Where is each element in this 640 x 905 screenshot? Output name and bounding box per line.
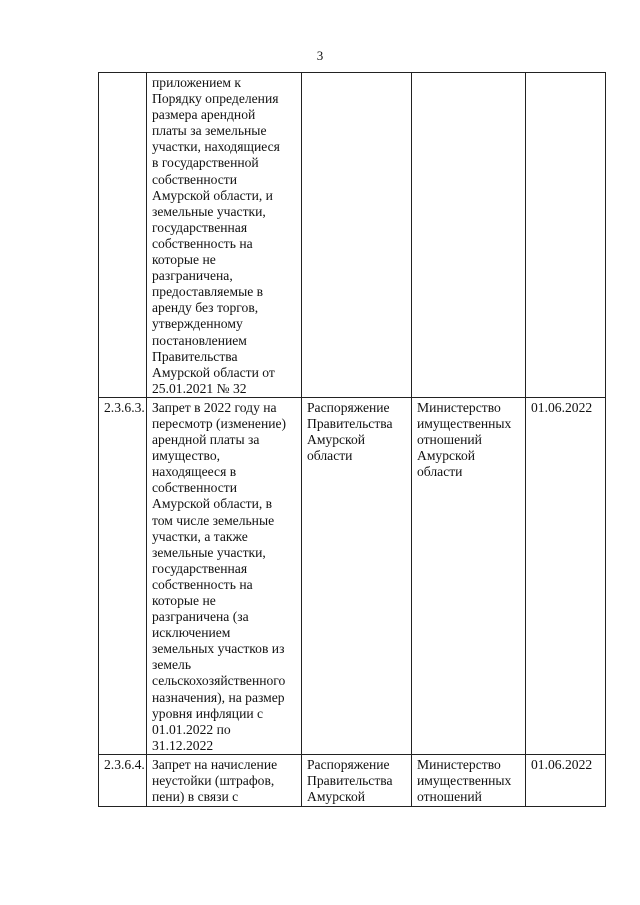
responsible-text-line: отношений — [417, 789, 482, 805]
measure-cell — [147, 397, 302, 754]
measure-text-line: 01.01.2022 по — [152, 721, 231, 737]
measure-text-line: находящееся в — [152, 464, 237, 480]
responsible-text-line: Амурской — [417, 448, 476, 464]
measure-text-line: участки, а также — [152, 528, 248, 544]
item-number: 2.3.6.4. — [104, 756, 145, 772]
date-value: 01.06.2022 — [531, 399, 593, 415]
document-text-line: Распоряжение — [307, 756, 390, 772]
measure-text-line: размера арендной — [152, 107, 256, 123]
measure-text-line: имущество, — [152, 448, 221, 464]
measure-text-line: разграничена, — [152, 268, 233, 284]
measure-text-line: собственность на — [152, 235, 253, 251]
measure-text-line: государственная — [152, 560, 248, 576]
measure-text-line: которые не — [152, 252, 216, 268]
responsible-cell — [412, 73, 526, 398]
measures-table — [98, 72, 606, 807]
date-cell — [526, 754, 606, 806]
responsible-cell — [412, 754, 526, 806]
measure-text-line: приложением к — [152, 75, 242, 90]
document-cell — [302, 754, 412, 806]
measure-text-line: в государственной — [152, 155, 259, 171]
table-body — [99, 73, 606, 807]
responsible-text-line: Министерство — [417, 756, 501, 772]
measure-text-line: земельные участки, — [152, 203, 266, 219]
measure-text-line: Запрет на начисление — [152, 756, 278, 772]
measure-text-line: земель — [152, 657, 192, 673]
measure-cell — [147, 754, 302, 806]
document-text-line: Правительства — [307, 773, 393, 789]
responsible-text-line: имущественных — [417, 773, 512, 789]
measure-text-line: государственная — [152, 219, 248, 235]
measure-text-line: Правительства — [152, 348, 238, 364]
measure-text-line: Амурской области от — [152, 364, 275, 380]
measure-text-line: собственности — [152, 480, 238, 496]
date-cell — [526, 397, 606, 754]
measure-cell — [147, 73, 302, 398]
measure-text-line: том числе земельные — [152, 512, 275, 528]
measure-text-line: аренду без торгов, — [152, 300, 259, 316]
responsible-text-line: области — [417, 464, 463, 480]
responsible-text-line: Министерство — [417, 399, 501, 415]
responsible-text-line: имущественных — [417, 415, 512, 431]
measure-text-line: сельскохозяйственного — [152, 673, 286, 689]
measure-text-line: участки, находящиеся — [152, 139, 280, 155]
measure-text-line: 31.12.2022 — [152, 737, 214, 753]
measure-text-line: земельные участки, — [152, 544, 266, 560]
measure-text-line: земельных участков из — [152, 641, 285, 657]
responsible-text-line: отношений — [417, 432, 482, 448]
measure-text-line: утвержденному — [152, 316, 243, 332]
measure-text-line: собственность на — [152, 576, 253, 592]
document-cell — [302, 73, 412, 398]
measure-text-line: Амурской области, и — [152, 187, 273, 203]
measure-text-line: 25.01.2021 № 32 — [152, 380, 247, 396]
measure-text-line: платы за земельные — [152, 123, 267, 139]
measure-text-line: собственности — [152, 171, 238, 187]
measure-text-line: неустойки (штрафов, — [152, 773, 275, 789]
measure-text-line: предоставляемые в — [152, 284, 264, 300]
measure-text-line: Порядку определения — [152, 91, 279, 107]
item-number-cell — [99, 754, 147, 806]
date-value: 01.06.2022 — [531, 756, 593, 772]
document-cell — [302, 397, 412, 754]
document-text-line: Правительства — [307, 415, 393, 431]
item-number-cell — [99, 397, 147, 754]
measure-text-line: уровня инфляции с — [152, 705, 264, 721]
measure-text-line: Запрет в 2022 году на — [152, 399, 277, 415]
measure-text-line: исключением — [152, 625, 231, 641]
measure-text-line: пени) в связи с — [152, 789, 239, 805]
table-row — [99, 397, 606, 754]
document-text-line: Амурской — [307, 432, 366, 448]
date-cell — [526, 73, 606, 398]
page-number: 3 — [316, 48, 324, 63]
measure-text-line: назначения), на размер — [152, 689, 285, 705]
document-text-line: области — [307, 448, 353, 464]
table-row — [99, 754, 606, 806]
responsible-cell — [412, 397, 526, 754]
item-number-cell — [99, 73, 147, 398]
measure-text-line: постановлением — [152, 332, 247, 348]
measure-text-line: Амурской области, в — [152, 496, 273, 512]
item-number: 2.3.6.3. — [104, 399, 145, 415]
table-row — [99, 73, 606, 398]
measure-text-line: которые не — [152, 593, 216, 608]
measure-text-line: пересмотр (изменение) — [152, 415, 287, 431]
document-text-line: Амурской — [307, 789, 366, 805]
document-text-line: Распоряжение — [307, 399, 390, 415]
measure-text-line: разграничена (за — [152, 609, 249, 625]
measure-text-line: арендной платы за — [152, 432, 260, 448]
